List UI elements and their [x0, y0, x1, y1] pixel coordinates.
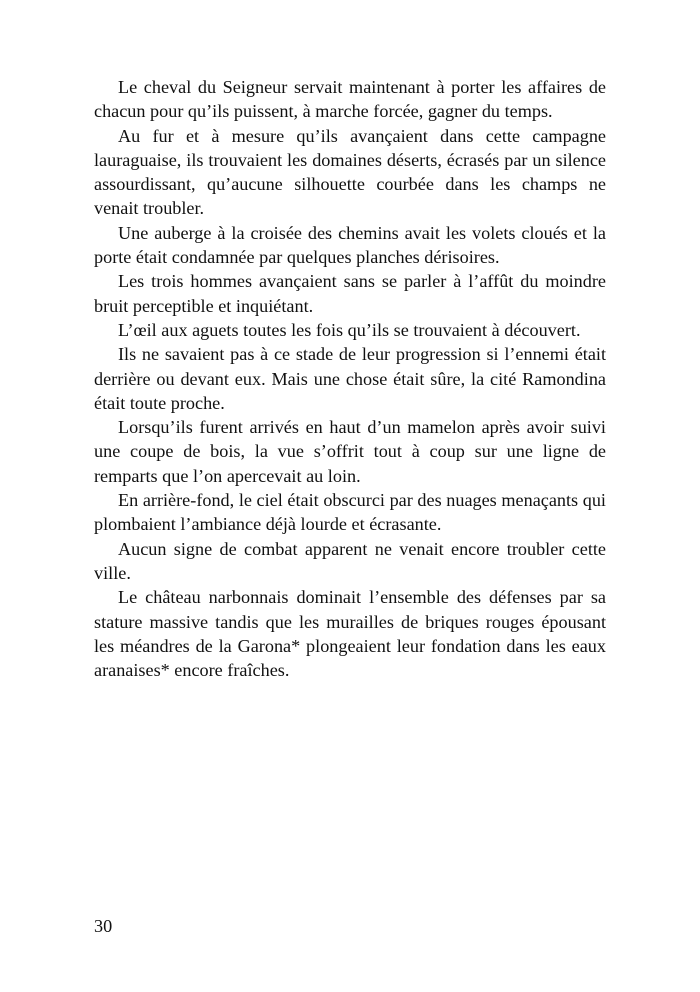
paragraph-3: Une auberge à la croisée des chemins avait les volets cloués et la porte était condamnée par quelques planches dérisoires. [94, 222, 606, 268]
page-number: 30 [94, 916, 113, 936]
paragraph-8: En arrière-fond, le ciel était obscurci par des nuages menaçants qui plombaient l’ambiance déjà lourde et écrasante. [94, 490, 606, 535]
paragraph-7: Lorsqu’ils furent arrivés en haut d’un mamelon après avoir suivi une coupe de bois, la vue s’offrit tout à coup sur une ligne de remparts que l’on apercevait au loin. [94, 417, 606, 486]
paragraph-5: L’œil aux aguets toutes les fois qu’ils se trouvaient à découvert. [118, 319, 581, 340]
paragraph-10: Le château narbonnais dominait l’ensemble des défenses par sa stature massive tandis que les murailles de briques rouges épousant les méandres de la Garona* plongeaient leur fondation dans les eaux aranaises* encore fraîches. [94, 587, 606, 681]
paragraph-6: Ils ne savaient pas à ce stade de leur progression si l’ennemi était derrière ou devant eux. Mais une chose était sûre, la cité Ramondina était toute proche. [94, 344, 606, 413]
paragraph-9: Aucun signe de combat apparent ne venait encore troubler cette ville. [94, 538, 606, 583]
paragraph-2: Au fur et à mesure qu’ils avançaient dans cette campagne lauraguaise, ils trouvaient les domaines déserts, écrasés par un silence assourdissant, qu’aucune silhouette courbée dans les champs ne venait troubler. [94, 125, 606, 219]
body-text [94, 75, 606, 682]
paragraph-4: Les trois hommes avançaient sans se parler à l’affût du moindre bruit perceptible et inquiétant. [94, 271, 606, 316]
paragraph-1: Le cheval du Seigneur servait maintenant à porter les affaires de chacun pour qu’ils puissent, à marche forcée, gagner du temps. [94, 77, 606, 122]
